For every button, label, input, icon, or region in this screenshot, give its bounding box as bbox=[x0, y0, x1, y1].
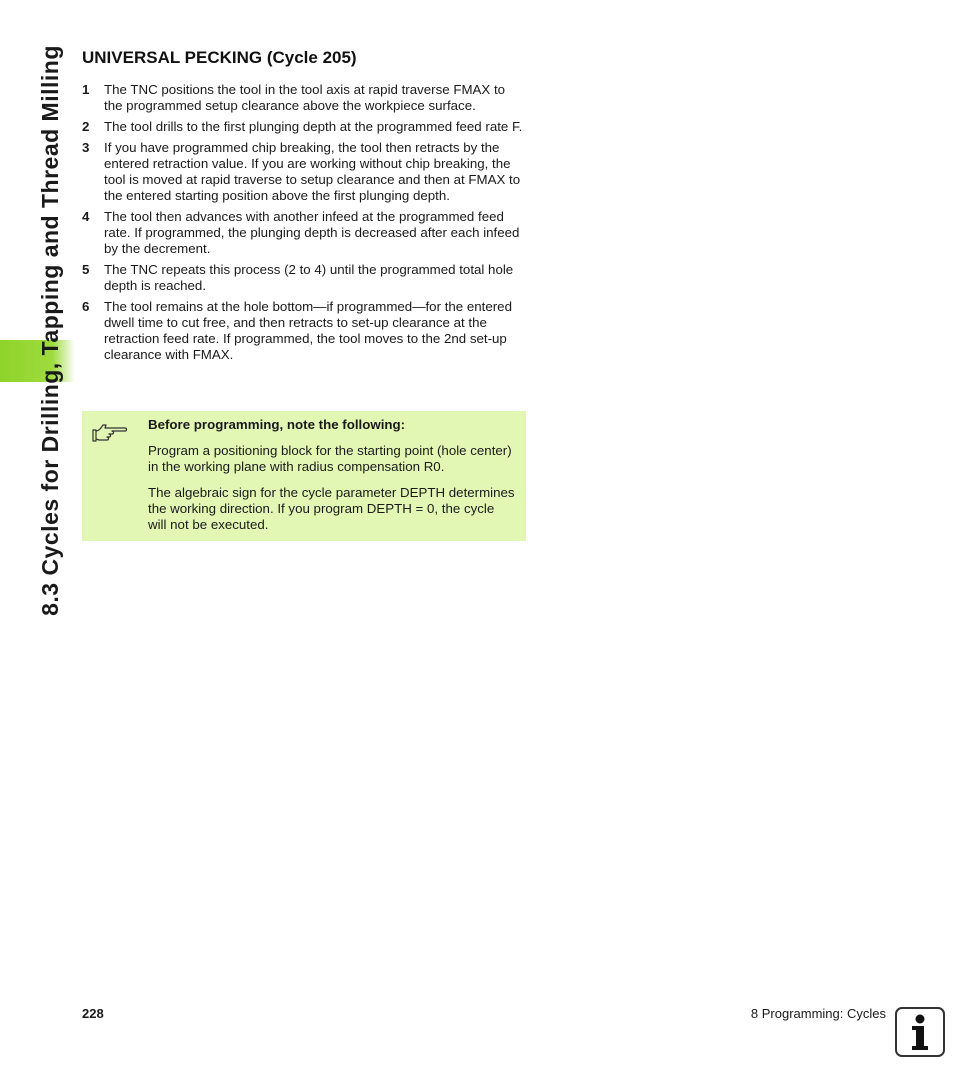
note-paragraph: The algebraic sign for the cycle parameter DEPTH determines the working direction. If you program DEPTH = 0, the cycle will not be executed. bbox=[148, 485, 515, 532]
pointing-hand-icon bbox=[92, 421, 128, 445]
list-item bbox=[82, 119, 526, 135]
main-content bbox=[82, 48, 526, 368]
note-heading: Before programming, note the following: bbox=[148, 417, 406, 432]
step-text: If you have programmed chip breaking, the tool then retracts by the entered retraction value. If you are working without chip breaking, the tool is moved at rapid traverse to setup clearance and then at FMAX to the entered starting position above the first plunging depth. bbox=[104, 140, 521, 203]
page-number: 228 bbox=[82, 1006, 104, 1021]
step-text: The TNC repeats this process (2 to 4) until the programmed total hole depth is reached. bbox=[104, 262, 514, 293]
step-number: 4 bbox=[82, 209, 90, 224]
step-number: 5 bbox=[82, 262, 90, 277]
info-glyph bbox=[897, 1009, 943, 1055]
step-text: The TNC positions the tool in the tool axis at rapid traverse FMAX to the programmed setup clearance above the workpiece surface. bbox=[104, 82, 506, 113]
note-paragraph: Program a positioning block for the starting point (hole center) in the working plane with radius compensation R0. bbox=[148, 443, 512, 474]
step-number: 3 bbox=[82, 140, 90, 155]
footer-chapter-title: 8 Programming: Cycles bbox=[750, 1006, 886, 1021]
side-title-text: 8.3 Cycles for Drilling, Tapping and Thread Milling bbox=[36, 44, 63, 616]
list-item bbox=[82, 299, 526, 363]
note-box bbox=[82, 411, 526, 541]
step-text: The tool then advances with another infeed at the programmed feed rate. If programmed, the plunging depth is decreased after each infeed by the decrement. bbox=[104, 209, 520, 256]
list-item bbox=[82, 140, 526, 204]
step-number: 2 bbox=[82, 119, 90, 134]
step-number: 1 bbox=[82, 82, 90, 97]
step-number: 6 bbox=[82, 299, 90, 314]
list-item bbox=[82, 209, 526, 257]
side-running-title bbox=[30, 0, 70, 660]
steps-list bbox=[82, 82, 526, 363]
list-item bbox=[82, 82, 526, 114]
step-text: The tool drills to the first plunging depth at the programmed feed rate F. bbox=[104, 119, 523, 134]
section-heading: UNIVERSAL PECKING (Cycle 205) bbox=[82, 48, 357, 67]
info-icon bbox=[895, 1007, 945, 1057]
list-item bbox=[82, 262, 526, 294]
step-text: The tool remains at the hole bottom—if programmed—for the entered dwell time to cut free, and then retracts to set-up clearance at the retraction feed rate. If programmed, the tool moves to the 2nd set-up clearance with FMAX. bbox=[104, 299, 512, 362]
